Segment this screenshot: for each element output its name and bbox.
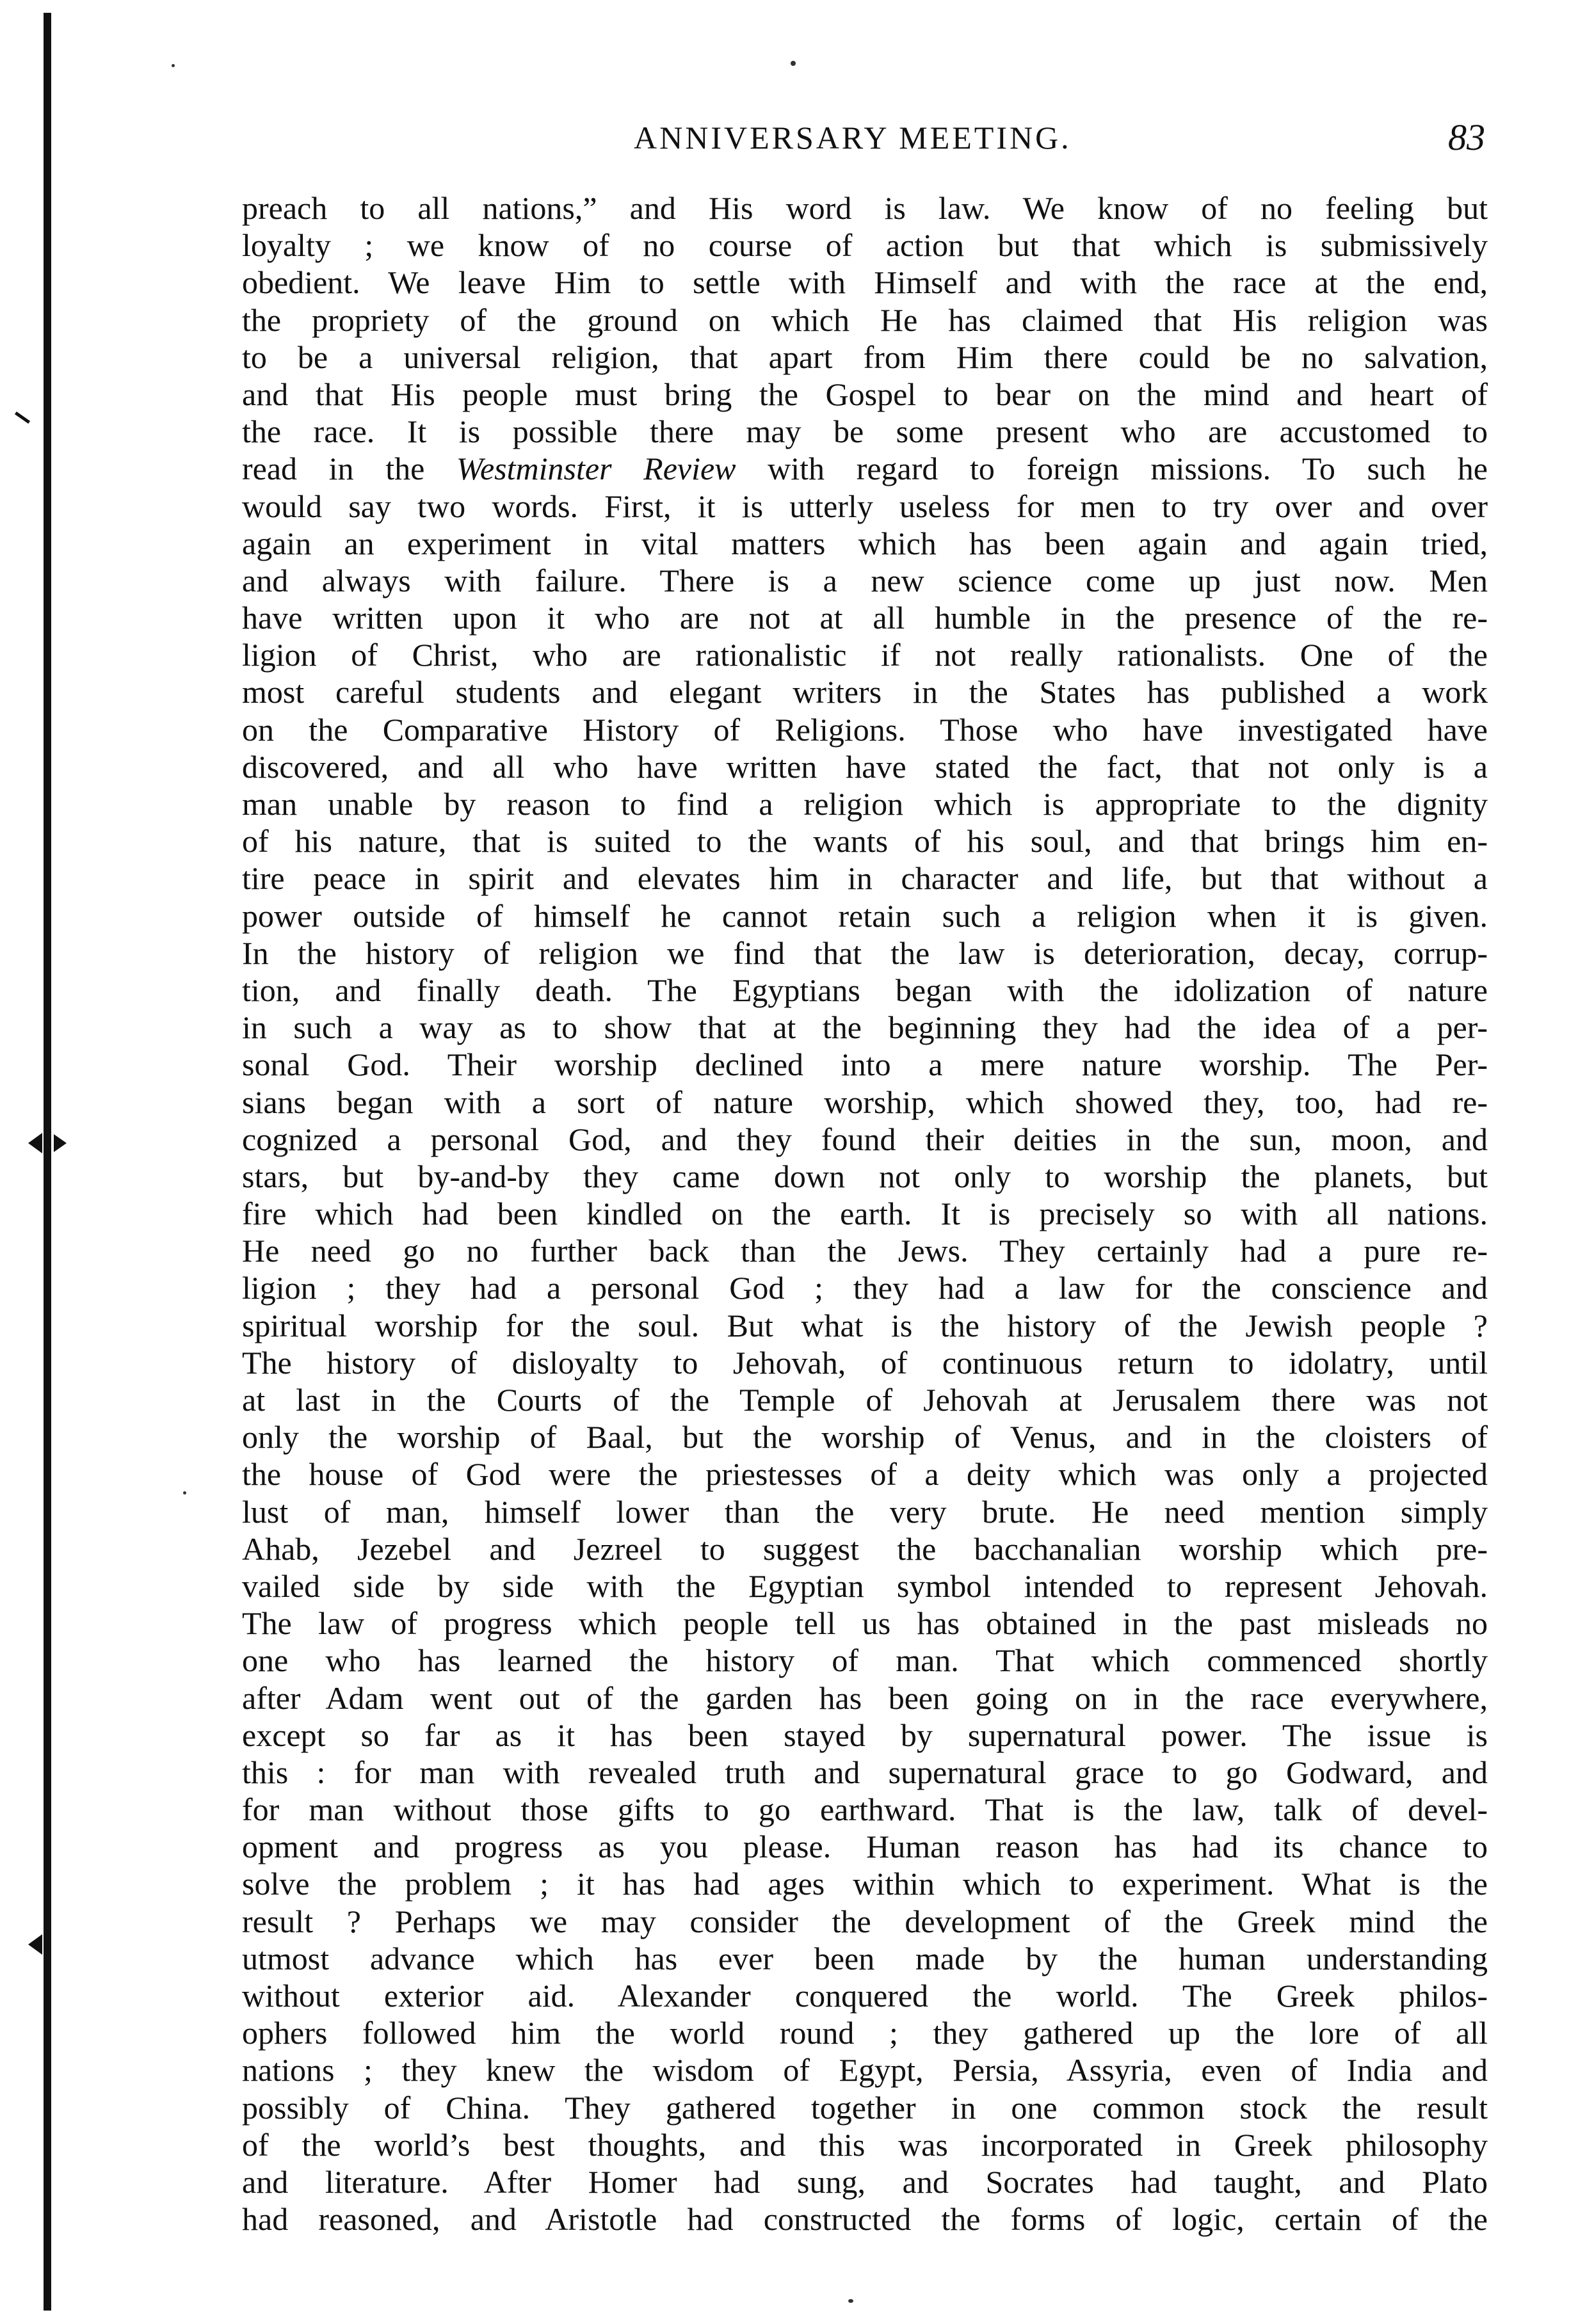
margin-slash-mark <box>15 412 30 424</box>
margin-arrow-left-icon <box>28 1133 42 1153</box>
margin-arrow-right-icon <box>54 1134 67 1152</box>
text-line: the propriety of the ground on which He has claimed that His religion was <box>242 301 1488 338</box>
text-line: solve the problem ; it has had ages within which to experiment. What is the <box>242 1866 1488 1902</box>
text-line: after Adam went out of the garden has been going on in the race everywhere, <box>242 1679 1488 1716</box>
text-line: had reasoned, and Aristotle had constructed the forms of logic, certain of the <box>242 2201 1488 2238</box>
text-line: of the world’s best thoughts, and this was incorporated in Greek philosophy <box>242 2126 1488 2163</box>
margin-arrow-left-icon-lower <box>28 1934 42 1955</box>
text-line: spiritual worship for the soul. But what is the history of the Jewish people ? <box>242 1307 1488 1343</box>
text-line: most careful students and elegant writers in the States has published a work <box>242 674 1488 710</box>
text-line: and that His people must bring the Gospel to bear on the mind and heart of <box>242 376 1488 412</box>
text-line: utmost advance which has ever been made by the human understanding <box>242 1940 1488 1976</box>
text-line: at last in the Courts of the Temple of Jehovah at Jerusalem there was not <box>242 1382 1488 1418</box>
text-line: and literature. After Homer had sung, and Socrates had taught, and Plato <box>242 2163 1488 2200</box>
text-line: in such a way as to show that at the beginning they had the idea of a per- <box>242 1009 1488 1046</box>
text-line: result ? Perhaps we may consider the development of the Greek mind the <box>242 1903 1488 1939</box>
text-line: vailed side by side with the Egyptian symbol intended to represent Jehovah. <box>242 1567 1488 1604</box>
page-number: 83 <box>1448 116 1485 158</box>
running-head: ANNIVERSARY MEETING. <box>634 120 1072 156</box>
text-line: would say two words. First, it is utterly useless for men to try over and over <box>242 488 1488 524</box>
text-line: on the Comparative History of Religions. Those who have investigated have <box>242 711 1488 748</box>
page-header <box>243 115 1485 160</box>
text-line: power outside of himself he cannot retain such a religion when it is given. <box>242 897 1488 934</box>
text-line: nations ; they knew the wisdom of Egypt, Persia, Assyria, even of India and <box>242 2052 1488 2088</box>
text-line: stars, but by-and-by they came down not only to worship the planets, but <box>242 1158 1488 1194</box>
text-line: again an experiment in vital matters which has been again and again tried, <box>242 525 1488 561</box>
text-line: tire peace in spirit and elevates him in character and life, but that without a <box>242 860 1488 897</box>
journal-title: Westminster Review <box>456 451 736 487</box>
text-line: without exterior aid. Alexander conquered the world. The Greek philos- <box>242 1978 1488 2014</box>
text-line: of his nature, that is suited to the wants of his soul, and that brings him en- <box>242 823 1488 860</box>
page-speck <box>791 61 796 66</box>
text-line: He need go no further back than the Jews. They certainly had a pure re- <box>242 1233 1488 1269</box>
text-line: this : for man with revealed truth and supernatural grace to go Godward, and <box>242 1754 1488 1790</box>
text-line: the race. It is possible there may be some present who are accustomed to <box>242 413 1488 450</box>
text-line: Ahab, Jezebel and Jezreel to suggest the bacchanalian worship which pre- <box>242 1530 1488 1567</box>
text-line: ophers followed him the world round ; they gathered up the lore of all <box>242 2015 1488 2051</box>
text-line: preach to all nations,” and His word is law. We know of no feeling but <box>242 190 1488 226</box>
text-line: and always with failure. There is a new science come up just now. Men <box>242 562 1488 598</box>
text-line: the house of God were the priestesses of a deity which was only a projected <box>242 1456 1488 1493</box>
text-line: lust of man, himself lower than the very brute. He need mention simply <box>242 1493 1488 1530</box>
text-line: one who has learned the history of man. That which commenced shortly <box>242 1642 1488 1679</box>
text-line: ligion of Christ, who are rationalistic if not really rationalists. One of the <box>242 637 1488 673</box>
text-line: loyalty ; we know of no course of action but that which is submissively <box>242 227 1488 264</box>
text-line: obedient. We leave Him to settle with Himself and with the race at the end, <box>242 264 1488 301</box>
text-line: opment and progress as you please. Human reason has had its chance to <box>242 1829 1488 1865</box>
text-line: ligion ; they had a personal God ; they had a law for the conscience and <box>242 1270 1488 1306</box>
page-speck <box>183 1491 186 1495</box>
text-line: discovered, and all who have written have stated the fact, that not only is a <box>242 748 1488 785</box>
body-text <box>242 189 1488 2238</box>
text-line: tion, and finally death. The Egyptians began with the idolization of nature <box>242 972 1488 1008</box>
text-line: cognized a personal God, and they found their deities in the sun, moon, and <box>242 1121 1488 1157</box>
text-line: for man without those gifts to go earthward. That is the law, talk of devel- <box>242 1791 1488 1828</box>
text-line: read in the Westminster Review with regard to foreign missions. To such he <box>242 451 1488 487</box>
text-line: possibly of China. They gathered together in one common stock the result <box>242 2089 1488 2126</box>
text-line: The history of disloyalty to Jehovah, of continuous return to idolatry, until <box>242 1344 1488 1381</box>
text-line: to be a universal religion, that apart from Him there could be no salvation, <box>242 339 1488 375</box>
text-line: fire which had been kindled on the earth. It is precisely so with all nations. <box>242 1196 1488 1232</box>
text-line: The law of progress which people tell us has obtained in the past misleads no <box>242 1605 1488 1642</box>
text-line: only the worship of Baal, but the worship of Venus, and in the cloisters of <box>242 1419 1488 1455</box>
page-speck <box>172 64 175 67</box>
text-line: sonal God. Their worship declined into a mere nature worship. The Per- <box>242 1046 1488 1083</box>
text-line: except so far as it has been stayed by supernatural power. The issue is <box>242 1717 1488 1753</box>
text-line: sians began with a sort of nature worship, which showed they, too, had re- <box>242 1084 1488 1120</box>
page-speck <box>848 2299 853 2303</box>
text-line: have written upon it who are not at all humble in the presence of the re- <box>242 600 1488 636</box>
text-line: In the history of religion we find that the law is deterioration, decay, corrup- <box>242 934 1488 971</box>
left-margin-rule <box>44 13 51 2311</box>
text-line: man unable by reason to find a religion which is appropriate to the dignity <box>242 786 1488 822</box>
